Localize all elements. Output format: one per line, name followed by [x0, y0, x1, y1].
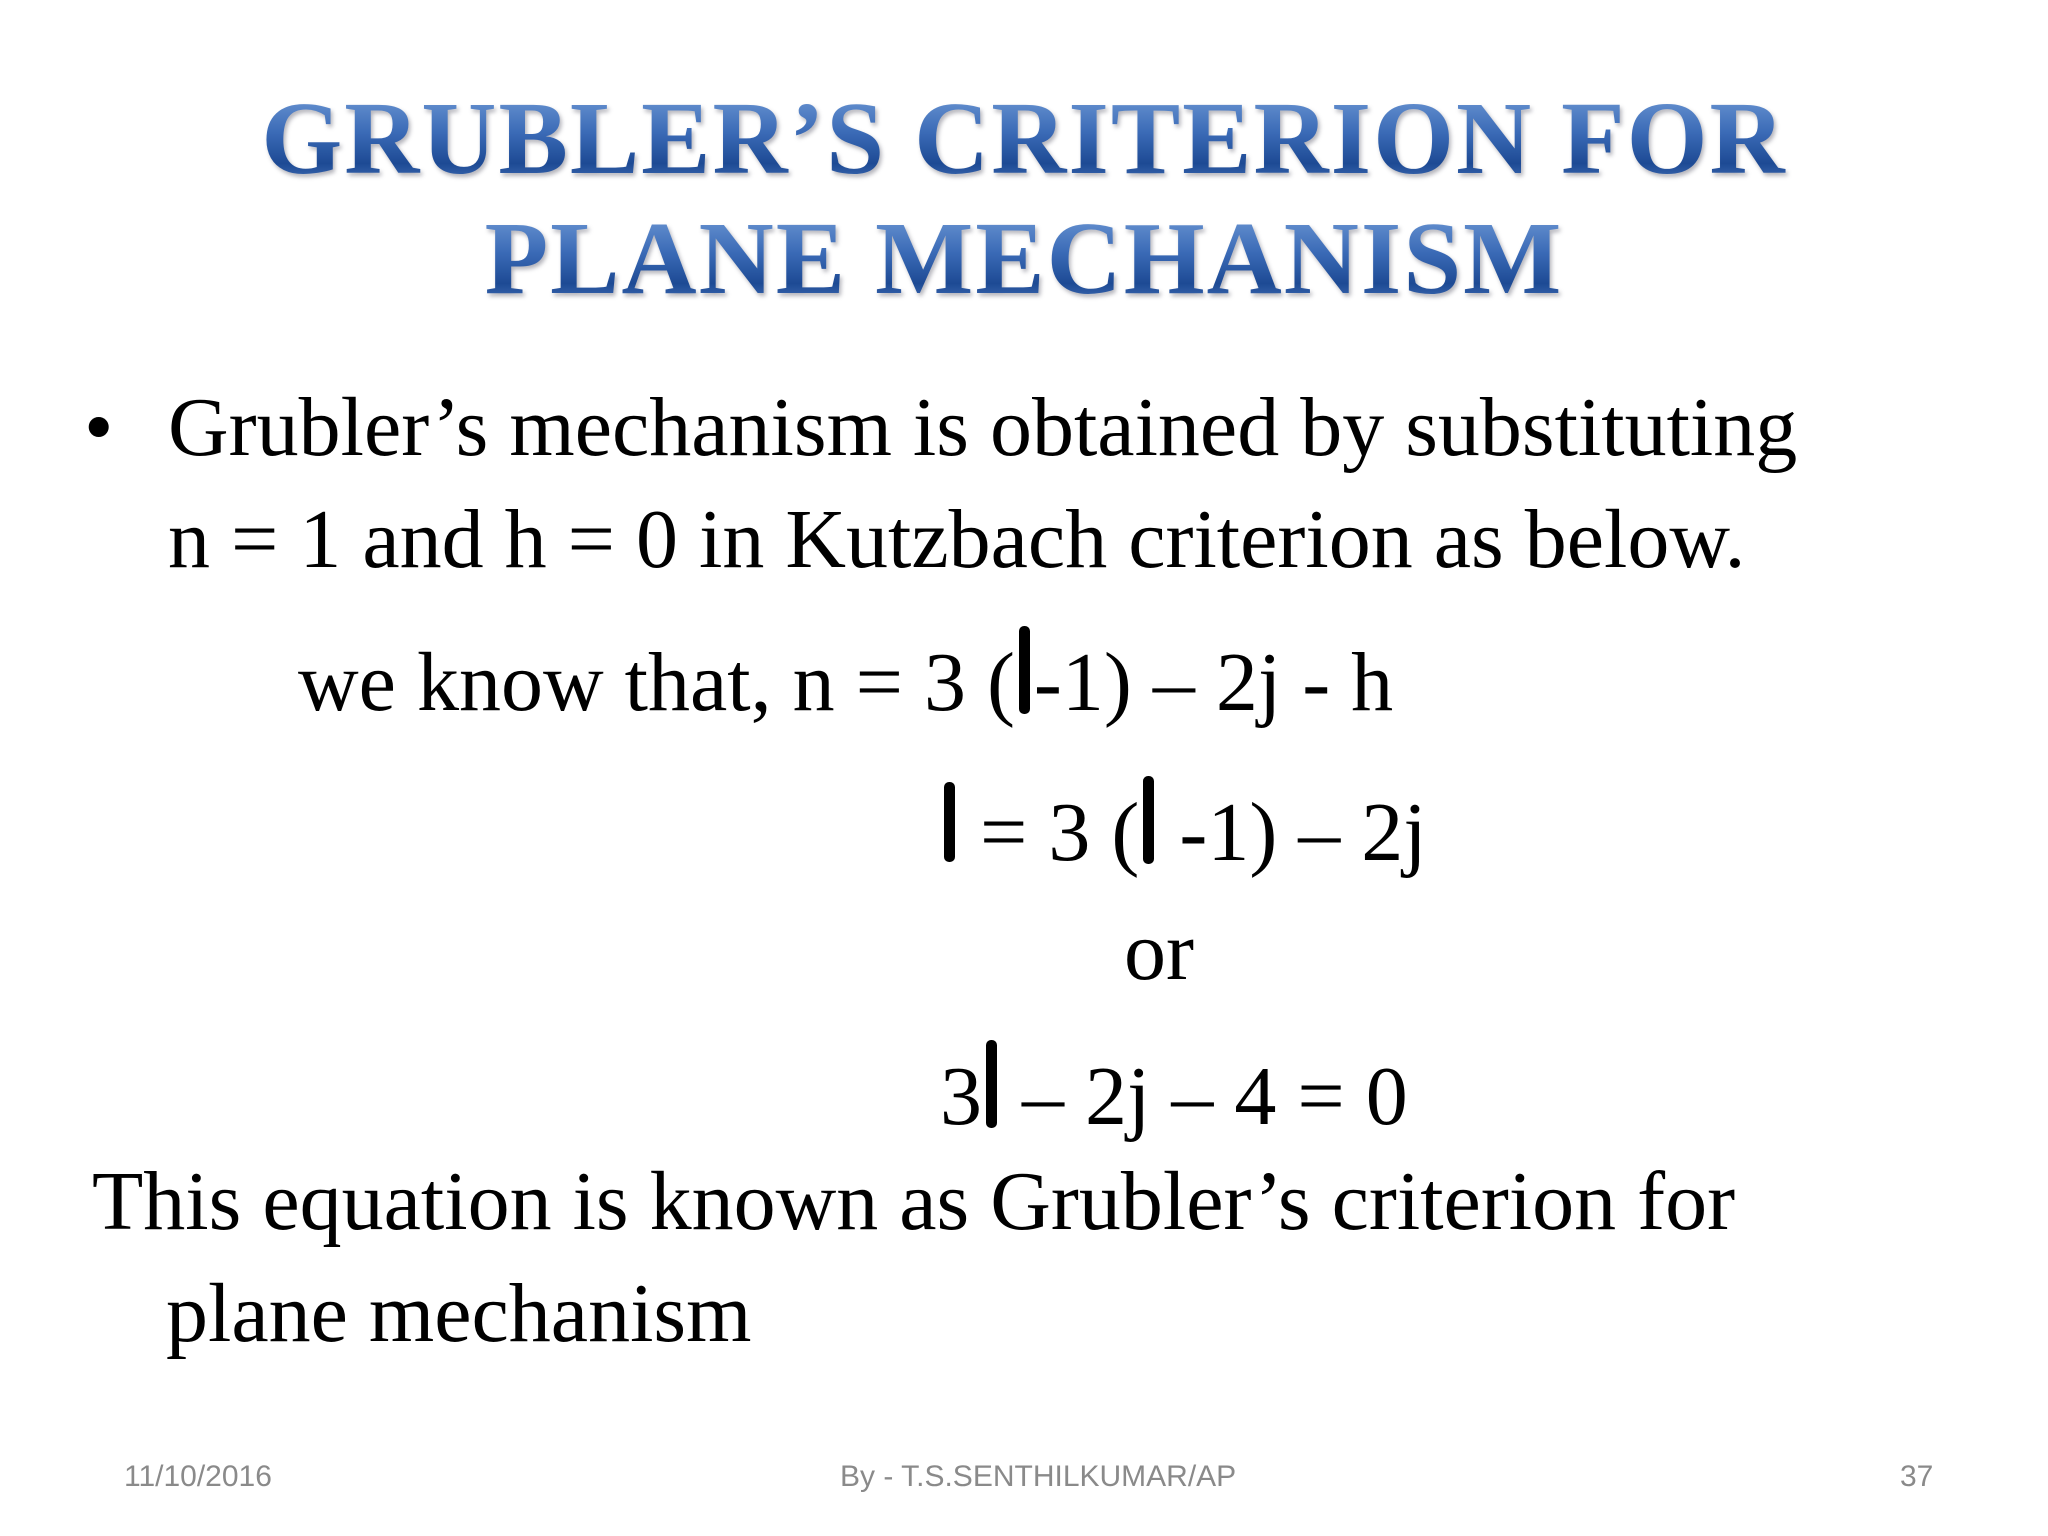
equation-grubler: [940, 1036, 1408, 1147]
link-symbol-icon: [1143, 776, 1154, 864]
link-symbol-icon: [1019, 626, 1030, 714]
eq4-prefix: 3: [940, 1050, 982, 1143]
bullet-paragraph: [84, 372, 1984, 596]
conclusion-line-2: plane mechanism: [166, 1267, 752, 1360]
conclusion-line-1: This equation is known as Grubler’s criterion for: [92, 1155, 1736, 1248]
eq1-suffix: -1) – 2j - h: [1033, 636, 1394, 729]
bullet-line-2: n = 1 and h = 0 in Kutzbach criterion as below.: [168, 493, 1746, 586]
footer-page-number: 37: [1900, 1460, 1934, 1493]
conclusion-paragraph: [92, 1146, 1972, 1370]
eq1-prefix: we know that, n = 3 (: [298, 636, 1015, 729]
equation-substituted: [940, 772, 1427, 883]
title-line-2: PLANE MECHANISM: [0, 198, 2048, 320]
eq2-equals: = 3 (: [959, 786, 1140, 879]
link-symbol-icon: [986, 1040, 997, 1128]
footer-date: 11/10/2016: [124, 1460, 272, 1493]
link-symbol-icon: [944, 782, 955, 862]
eq2-suffix: -1) – 2j: [1158, 786, 1427, 879]
footer-author: By - T.S.SENTHILKUMAR/AP: [840, 1460, 1237, 1493]
bullet-line-1: Grubler’s mechanism is obtained by substituting: [168, 381, 1798, 474]
equation-kutzbach: [298, 622, 1393, 733]
slide-title: [0, 78, 2048, 320]
title-line-1: GRUBLER’S CRITERION FOR: [0, 78, 2048, 200]
or-text: or: [1124, 905, 1194, 998]
bullet-icon: •: [84, 381, 114, 474]
eq4-suffix: – 2j – 4 = 0: [1001, 1050, 1408, 1143]
